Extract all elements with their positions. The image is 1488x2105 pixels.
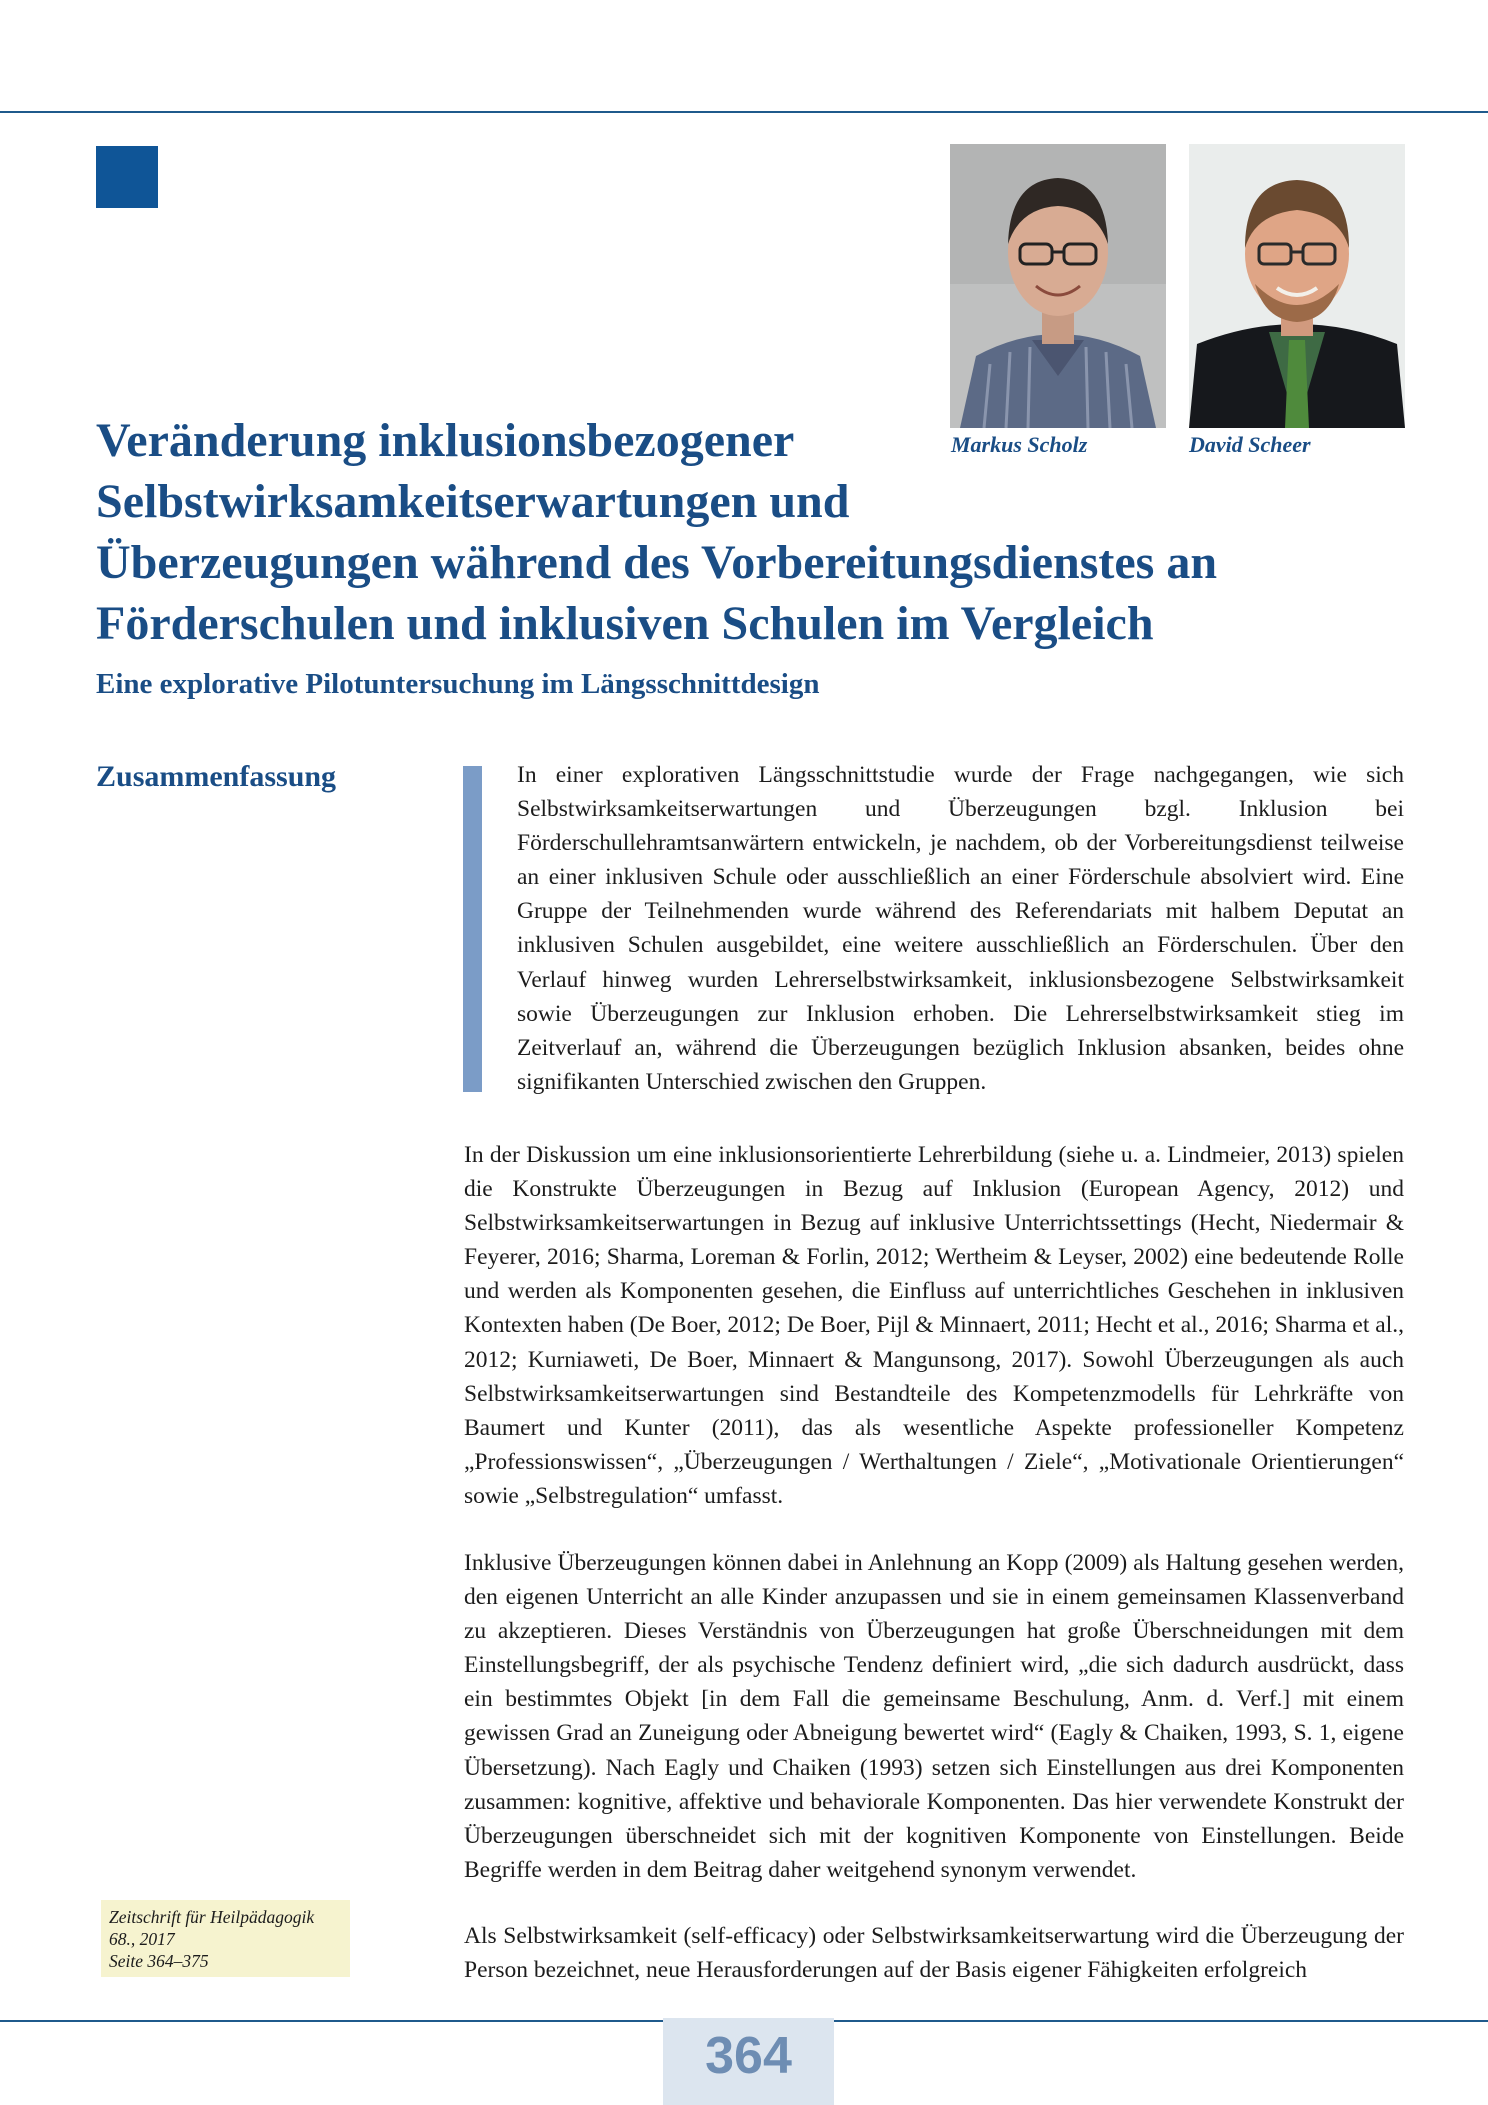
abstract-text: In einer explorativen Längsschnittstudie wurde der Frage nachgegangen, wie sich Selbstwirksamkeitserwartungen und Überzeugungen bzgl. Inklusion bei Förderschullehramtsanwärtern entwickeln, je nachdem, ob der Vorbereitungsdienst teilweise an einer inklusiven Schule oder ausschließlich an einer Förderschule absolviert wird. Eine Gruppe der Teilnehmenden wurde während des Referendariats mit halbem Deputat an inklusiven Schulen ausgebildet, eine weitere ausschließlich an Förderschulen. Über den Verlauf hinweg wurden Lehrerselbstwirksamkeit, inklusionsbezogene Selbstwirksamkeit sowie Überzeugungen zur Inklusion erhoben. Die Lehrerselbstwirksamkeit stieg im Zeitverlauf an, während die Überzeugungen bezüglich Inklusion absanken, beides ohne signifikanten Unterschied zwischen den Gruppen. <box>517 762 1404 1095</box>
article-title <box>96 410 1356 654</box>
title-line: Veränderung inklusionsbezogener <box>96 414 795 467</box>
title-line: Selbstwirksamkeitserwartungen und <box>96 475 850 528</box>
body-paragraph: In der Diskussion um eine inklusionsorientierte Lehrerbildung (siehe u. a. Lindmeier, 2013) spielen die Konstrukte Überzeugungen in Bezug auf Inklusion (European Agency, 2012) und Selbstwirksamkeitserwartungen in Bezug auf inklusive Unterrichtssettings (Hecht, Niedermair & Feyerer, 2016; Sharma, Loreman & Forlin, 2012; Wertheim & Leyser, 2002) eine bedeutende Rolle und werden als Komponenten gesehen, die Einfluss auf unterrichtliches Geschehen in inklusiven Kontexten haben (De Boer, 2012; De Boer, Pijl & Minnaert, 2011; Hecht et al., 2016; Sharma et al., 2012; Kurniaweti, De Boer, Minnaert & Mangunsong, 2017). Sowohl Überzeugungen als auch Selbstwirksamkeitserwartungen sind Bestandteile des Kompetenzmodells für Lehrkräfte von Baumert und Kunter (2011), das als wesentliche Aspekte professioneller Kompetenz „Professionswissen“, „Überzeugungen / Werthaltungen / Ziele“, „Motivationale Orientierungen“ sowie „Selbstregulation“ umfasst. <box>464 1142 1404 1509</box>
body-paragraph: Inklusive Überzeugungen können dabei in Anlehnung an Kopp (2009) als Haltung gesehen werden, den eigenen Unterricht an alle Kinder anzupassen und sie in einem gemeinsamen Klassenverband zu akzeptieren. Dieses Verständnis von Überzeugungen hat große Überschneidungen mit dem Einstellungsbegriff, der als psychische Tendenz definiert wird, „die sich dadurch ausdrückt, dass ein bestimmtes Objekt [in dem Fall die gemeinsame Beschulung, Anm. d. Verf.] mit einem gewissen Grad an Zuneigung oder Abneigung bewertet wird“ (Eagly & Chaiken, 1993, S. 1, eigene Übersetzung). Nach Eagly und Chaiken (1993) setzen sich Einstellungen aus drei Komponenten zusammen: kognitive, affektive und behaviorale Komponenten. Das hier verwendete Konstrukt der Überzeugungen überschneidet sich mit der kognitiven Komponente von Einstellungen. Beide Begriffe werden in dem Beitrag daher weitgehend synonym verwendet. <box>464 1550 1404 1883</box>
title-line: Förderschulen und inklusiven Schulen im Vergleich <box>96 597 1154 650</box>
journal-pages: Seite 364–375 <box>109 1951 209 1971</box>
body-paragraph: Als Selbstwirksamkeit (self-efficacy) oder Selbstwirksamkeitserwartung wird die Überzeugung der Person bezeichnet, neue Herausforderungen auf der Basis eigener Fähigkeiten erfolgreich <box>464 1923 1404 1984</box>
author-name: Markus Scholz <box>951 432 1088 457</box>
page-number: 364 <box>705 2027 792 2085</box>
article-subtitle: Eine explorative Pilotuntersuchung im Längsschnittdesign <box>96 668 820 700</box>
abstract-heading: Zusammenfassung <box>96 760 337 793</box>
portrait-image <box>950 144 1166 428</box>
abstract-accent-bar <box>463 766 482 1092</box>
journal-volume: 68., 2017 <box>109 1929 175 1949</box>
author-photo-david-scheer <box>1189 144 1405 428</box>
journal-name: Zeitschrift für Heilpädagogik <box>109 1907 315 1927</box>
portrait-image <box>1189 144 1405 428</box>
section-marker-square <box>96 146 158 208</box>
author-photo-markus-scholz <box>950 144 1166 428</box>
top-rule <box>0 111 1488 113</box>
title-line: Überzeugungen während des Vorbereitungsdienstes an <box>96 536 1218 589</box>
journal-citation-box <box>101 1900 350 1977</box>
page-number-box <box>663 2018 834 2105</box>
author-name: David Scheer <box>1189 432 1311 457</box>
